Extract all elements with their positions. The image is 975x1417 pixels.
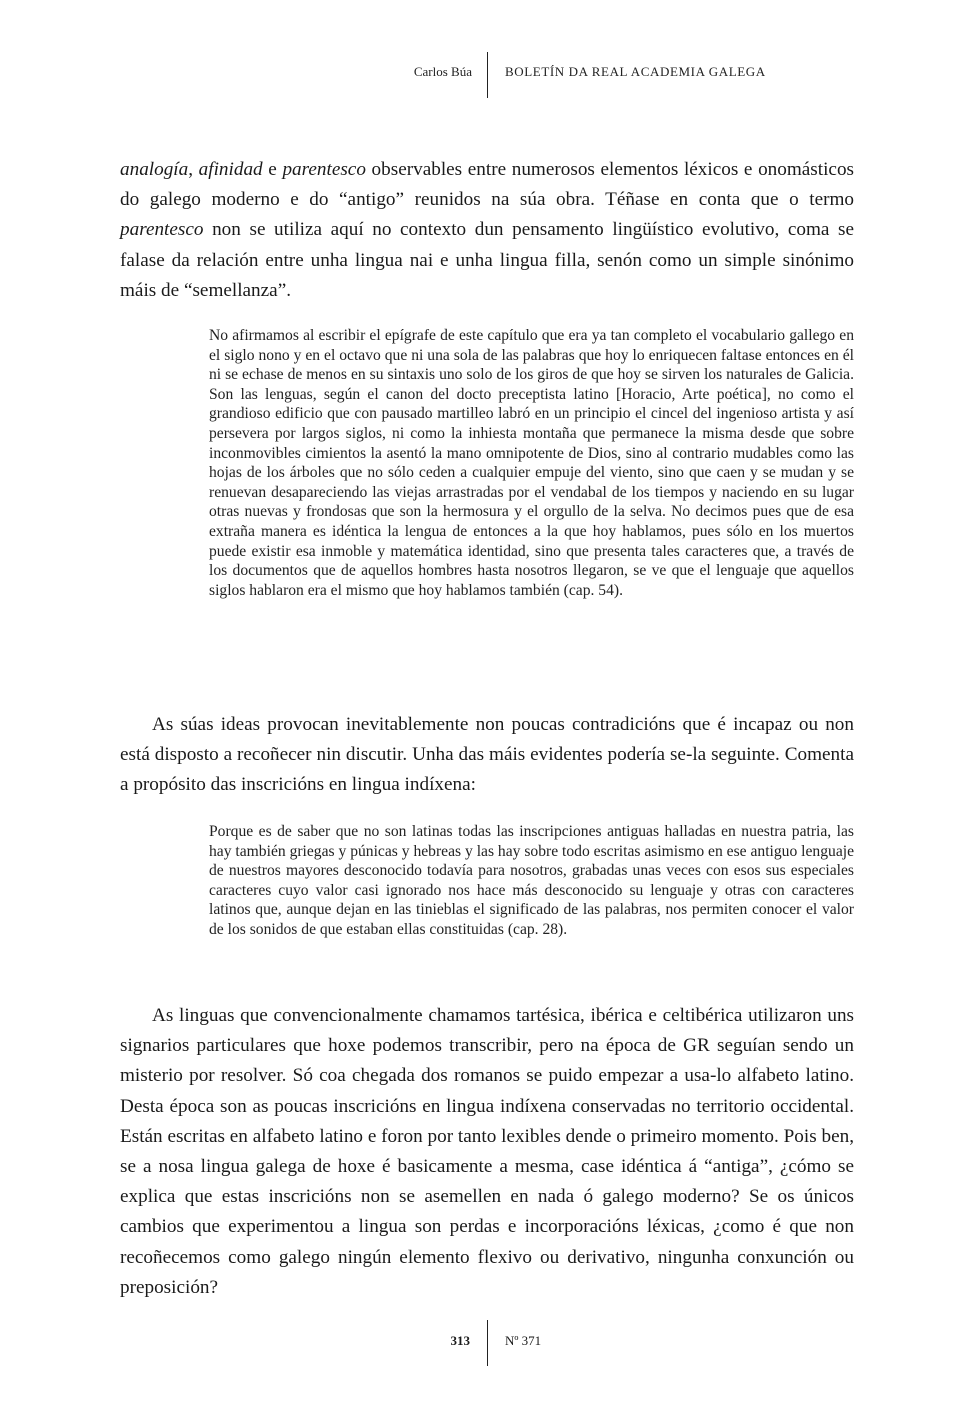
- running-head-journal-title: BOLETÍN DA REAL ACADEMIA GALEGA: [505, 64, 766, 79]
- body-paragraph-2: As súas ideas provocan inevitablemente non poucas contradicións que é incapaz ou non está disposto a recoñecer nin discutir. Unha das máis evidentes podería se-la seguinte. Comenta a propósito das inscricións en lingua indíxena:: [120, 714, 854, 796]
- italic-term-parentesco: parentesco: [282, 159, 366, 180]
- text-run: non se utiliza aquí no contexto dun pensamento lingüístico evolutivo, coma se falase da relación entre unha lingua nai e unha lingua filla, senón como un simple sinónimo máis de “semellanza”.: [120, 219, 854, 301]
- italic-term-analogia: analogía: [120, 159, 189, 180]
- issue-number: Nº 371: [505, 1333, 542, 1348]
- block-quote-1: No afirmamos al escribir el epígrafe de este capítulo que era ya tan completo el vocabulario gallego en el siglo nono y en el octavo que ni una sola de las palabras que hoy lo enriquecen faltase entonces en él ni se echase de menos en su sintaxis uno solo de los giros de que hoy se sirven los naturales de Galicia. Son las lenguas, según el canon del docto preceptista latino [Horacio, Arte poética], no como el grandioso edificio que con pausado martilleo labró en un principio el cincel del ingenioso artista y así persevera por largos siglos, ni como la inhiesta montaña que permanece la misma desde que sobre inconmovibles cimientos la asentó la mano omnipotente de Dios, sino al contrario mudables como las hojas de los árboles que no sólo ceden a cualquier empuje del viento, sino que caen y se mudan y se renuevan desapareciendo las viejas arrastradas por el vendabal de los tiempos y naciendo en su lugar otras nuevas y frondosas que son la hermosura y el orgullo de la selva. No decimos pues que de esa extraña manera es idéntica la lengua de entonces a la que hoy hablamos, pues sólo en los muertos puede existir esa inmoble y matemática identidad, sino que presenta tales caracteres que, a través de los documentos que de aquellos hombres hasta nosotros llegaron, se ve que el lenguaje que aquellos siglos hablaron era el mismo que hoy hablamos también (cap. 54).: [209, 327, 854, 599]
- running-head-divider: [487, 52, 488, 98]
- running-head: [0, 52, 975, 98]
- italic-term-afinidad: afinidad: [198, 159, 263, 180]
- text-run: observables entre numerosos elementos léxicos e onomásticos do galego moderno e do “antigo” reunidos na súa obra. Téñase en conta que o termo: [120, 159, 854, 211]
- page-footer: [0, 1320, 975, 1366]
- body-paragraph-3: As linguas que convencionalmente chamamos tartésica, ibérica e celtibérica utilizaron uns signarios particulares que hoxe podemos transcribir, pero na época de GR seguían sendo un misterio por resolver. Só coa chegada dos romanos se puido empezar a usa-lo alfabeto latino. Desta época son as poucas inscricións en lingua indíxena conservadas no territorio occidental. Están escritas en alfabeto latino e foron por tanto lexibles dende o primeiro momento. Pois ben, se a nosa lingua galega de hoxe é basicamente a mesma, case idéntica á “antiga”, ¿cómo se explica que estas inscricións non se asemellen en nada ó galego moderno? Se os únicos cambios que experimentou a lingua son perdas e incorporacións léxicas, ¿como é que non recoñecemos como galego ningún elemento flexivo ou derivativo, ningunha conxunción ou preposición?: [120, 1005, 854, 1298]
- running-head-author: Carlos Búa: [413, 64, 472, 79]
- text-run: e: [262, 159, 283, 180]
- italic-term-parentesco-2: parentesco: [120, 219, 204, 241]
- footer-divider: [487, 1320, 488, 1366]
- text-run: ,: [188, 159, 199, 180]
- page-number: 313: [450, 1333, 470, 1348]
- block-quote-2: Porque es de saber que no son latinas todas las inscripciones antiguas halladas en nuestra patria, las hay también griegas y púnicas y hebreas y las hay sobre todo escritas asimismo en ese antiguo lenguaje de nuestros mayores desconocido todavía para nosotros, grabadas unas veces con esos sus especiales caracteres cuyo valor casi ignorado nos hace más desconocido su lenguaje y otras con caracteres latinos que, aunque dejan en las tinieblas el significado de las palabras, nos permiten conocer el valor de los sonidos de que estaban ellas constituidas (cap. 28).: [209, 823, 854, 938]
- body-paragraph-1: [120, 155, 854, 306]
